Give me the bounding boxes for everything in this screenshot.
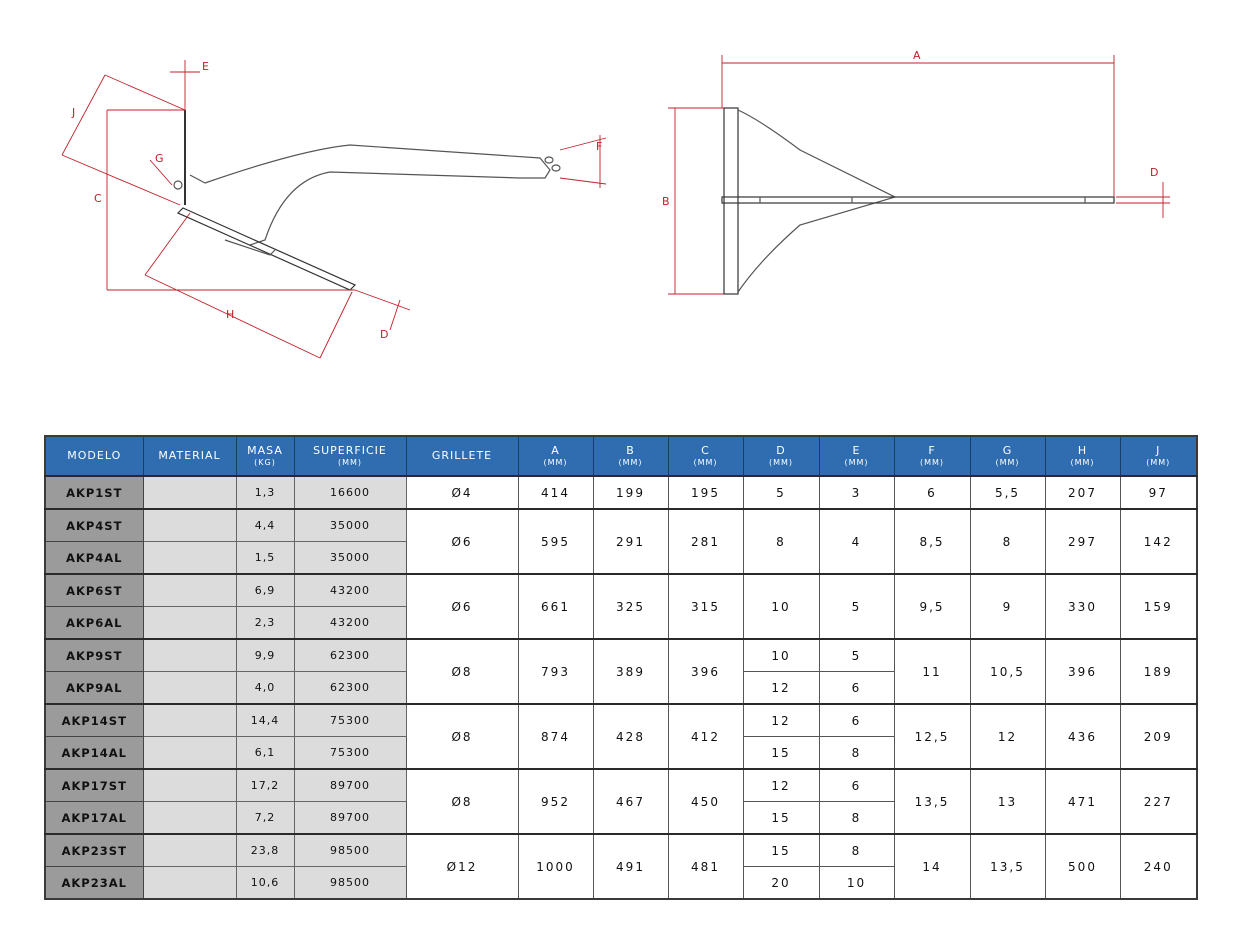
dim-b-cell: 389 — [593, 639, 668, 704]
model-cell: AKP4AL — [45, 542, 143, 575]
material-cell — [143, 574, 236, 607]
dim-label-g: G — [155, 152, 164, 165]
material-cell — [143, 542, 236, 575]
dim-e-cell: 10 — [819, 867, 894, 900]
dim-label-j: J — [72, 106, 76, 119]
dim-e-cell: 5 — [819, 639, 894, 672]
dim-e-cell: 6 — [819, 704, 894, 737]
dim-f-cell: 9,5 — [894, 574, 970, 639]
dim-f-cell: 11 — [894, 639, 970, 704]
top-dimension-lines — [668, 55, 1170, 294]
table-body — [45, 476, 1197, 899]
dim-c-cell: 412 — [668, 704, 743, 769]
material-cell — [143, 769, 236, 802]
dim-h-cell: 297 — [1045, 509, 1120, 574]
dim-d-cell: 20 — [743, 867, 819, 900]
material-cell — [143, 509, 236, 542]
masa-cell: 4,4 — [236, 509, 294, 542]
dim-d-cell: 12 — [743, 672, 819, 705]
masa-cell: 6,1 — [236, 737, 294, 770]
dim-f-cell: 8,5 — [894, 509, 970, 574]
material-cell — [143, 867, 236, 900]
dim-j-cell: 97 — [1120, 476, 1197, 509]
dim-b-cell: 325 — [593, 574, 668, 639]
table-row — [45, 509, 1197, 542]
masa-cell: 1,5 — [236, 542, 294, 575]
superficie-cell: 62300 — [294, 639, 406, 672]
header-dim-g: G (MM) — [970, 436, 1045, 476]
dim-b-cell: 291 — [593, 509, 668, 574]
header-masa: MASA (KG) — [236, 436, 294, 476]
dim-c-cell: 195 — [668, 476, 743, 509]
table-row — [45, 704, 1197, 737]
grillete-cell: Ø8 — [406, 704, 518, 769]
masa-cell: 1,3 — [236, 476, 294, 509]
model-cell: AKP1ST — [45, 476, 143, 509]
header-grillete: GRILLETE — [406, 436, 518, 476]
dim-c-cell: 315 — [668, 574, 743, 639]
dim-e-cell: 8 — [819, 737, 894, 770]
table-row — [45, 639, 1197, 672]
material-cell — [143, 802, 236, 835]
dim-label-f: F — [596, 140, 603, 153]
technical-drawings — [0, 0, 1241, 420]
dim-h-cell: 436 — [1045, 704, 1120, 769]
header-superficie: SUPERFICIE (MM) — [294, 436, 406, 476]
dim-b-cell: 491 — [593, 834, 668, 899]
dim-g-cell: 10,5 — [970, 639, 1045, 704]
header-dim-b: B (MM) — [593, 436, 668, 476]
dim-c-cell: 396 — [668, 639, 743, 704]
model-cell: AKP23AL — [45, 867, 143, 900]
dim-h-cell: 396 — [1045, 639, 1120, 704]
superficie-cell: 43200 — [294, 574, 406, 607]
material-cell — [143, 672, 236, 705]
dim-j-cell: 142 — [1120, 509, 1197, 574]
header-dim-a: A (MM) — [518, 436, 593, 476]
dim-d-cell: 15 — [743, 802, 819, 835]
model-cell: AKP9ST — [45, 639, 143, 672]
dim-b-cell: 467 — [593, 769, 668, 834]
dim-g-cell: 13,5 — [970, 834, 1045, 899]
dim-d-cell: 10 — [743, 574, 819, 639]
grillete-cell: Ø8 — [406, 769, 518, 834]
dim-a-cell: 414 — [518, 476, 593, 509]
dim-g-cell: 9 — [970, 574, 1045, 639]
model-cell: AKP14ST — [45, 704, 143, 737]
header-dim-c: C (MM) — [668, 436, 743, 476]
dim-d-cell: 15 — [743, 737, 819, 770]
anchor-spec-table — [44, 435, 1198, 900]
dim-g-cell: 12 — [970, 704, 1045, 769]
side-dimension-labels — [71, 60, 602, 341]
material-cell — [143, 834, 236, 867]
header-dim-e: E (MM) — [819, 436, 894, 476]
header-dim-j: J (MM) — [1120, 436, 1197, 476]
dim-f-cell: 13,5 — [894, 769, 970, 834]
grillete-cell: Ø6 — [406, 509, 518, 574]
superficie-cell: 89700 — [294, 769, 406, 802]
superficie-cell: 16600 — [294, 476, 406, 509]
model-cell: AKP17ST — [45, 769, 143, 802]
grillete-cell: Ø4 — [406, 476, 518, 509]
model-cell: AKP14AL — [45, 737, 143, 770]
material-cell — [143, 476, 236, 509]
dim-e-cell: 8 — [819, 802, 894, 835]
superficie-cell: 98500 — [294, 867, 406, 900]
dim-c-cell: 481 — [668, 834, 743, 899]
dim-label-d-side: D — [380, 328, 389, 341]
dim-d-cell: 8 — [743, 509, 819, 574]
superficie-cell: 89700 — [294, 802, 406, 835]
masa-cell: 23,8 — [236, 834, 294, 867]
dim-d-cell: 12 — [743, 769, 819, 802]
masa-cell: 10,6 — [236, 867, 294, 900]
top-dimension-labels — [662, 49, 1158, 208]
dim-a-cell: 1000 — [518, 834, 593, 899]
dim-j-cell: 209 — [1120, 704, 1197, 769]
dim-c-cell: 450 — [668, 769, 743, 834]
side-dimension-lines — [62, 60, 606, 358]
model-cell: AKP17AL — [45, 802, 143, 835]
superficie-cell: 62300 — [294, 672, 406, 705]
dim-e-cell: 6 — [819, 672, 894, 705]
dim-h-cell: 330 — [1045, 574, 1120, 639]
grillete-cell: Ø12 — [406, 834, 518, 899]
dim-e-cell: 4 — [819, 509, 894, 574]
dim-d-cell: 5 — [743, 476, 819, 509]
table-row — [45, 769, 1197, 802]
header-dim-h: H (MM) — [1045, 436, 1120, 476]
superficie-cell: 75300 — [294, 704, 406, 737]
dim-e-cell: 3 — [819, 476, 894, 509]
dim-d-cell: 12 — [743, 704, 819, 737]
dim-h-cell: 500 — [1045, 834, 1120, 899]
dim-label-d-top: D — [1150, 166, 1159, 179]
dim-a-cell: 595 — [518, 509, 593, 574]
dim-a-cell: 952 — [518, 769, 593, 834]
dim-label-b: B — [662, 195, 670, 208]
dim-label-a: A — [913, 49, 921, 62]
material-cell — [143, 704, 236, 737]
grillete-cell: Ø6 — [406, 574, 518, 639]
anchor-top-view — [722, 108, 1114, 294]
dim-label-h: H — [226, 308, 235, 321]
anchor-side-view — [174, 110, 560, 290]
dim-g-cell: 5,5 — [970, 476, 1045, 509]
dim-h-cell: 471 — [1045, 769, 1120, 834]
dim-a-cell: 661 — [518, 574, 593, 639]
table-row — [45, 574, 1197, 607]
table-row — [45, 834, 1197, 867]
masa-cell: 6,9 — [236, 574, 294, 607]
dim-label-c: C — [94, 192, 102, 205]
dim-b-cell: 199 — [593, 476, 668, 509]
dim-label-e: E — [202, 60, 209, 73]
model-cell: AKP23ST — [45, 834, 143, 867]
dim-j-cell: 159 — [1120, 574, 1197, 639]
header-dim-f: F (MM) — [894, 436, 970, 476]
model-cell: AKP9AL — [45, 672, 143, 705]
dim-e-cell: 6 — [819, 769, 894, 802]
dim-d-cell: 10 — [743, 639, 819, 672]
material-cell — [143, 737, 236, 770]
model-cell: AKP4ST — [45, 509, 143, 542]
dim-j-cell: 240 — [1120, 834, 1197, 899]
masa-cell: 9,9 — [236, 639, 294, 672]
dim-j-cell: 227 — [1120, 769, 1197, 834]
dim-f-cell: 14 — [894, 834, 970, 899]
grillete-cell: Ø8 — [406, 639, 518, 704]
material-cell — [143, 607, 236, 640]
superficie-cell: 35000 — [294, 509, 406, 542]
dim-a-cell: 874 — [518, 704, 593, 769]
dim-c-cell: 281 — [668, 509, 743, 574]
superficie-cell: 35000 — [294, 542, 406, 575]
dim-a-cell: 793 — [518, 639, 593, 704]
header-dim-d: D (MM) — [743, 436, 819, 476]
header-material: MATERIAL — [143, 436, 236, 476]
masa-cell: 2,3 — [236, 607, 294, 640]
model-cell: AKP6ST — [45, 574, 143, 607]
dim-j-cell: 189 — [1120, 639, 1197, 704]
dim-h-cell: 207 — [1045, 476, 1120, 509]
dim-f-cell: 6 — [894, 476, 970, 509]
masa-cell: 4,0 — [236, 672, 294, 705]
dim-e-cell: 8 — [819, 834, 894, 867]
table-row — [45, 476, 1197, 509]
dim-f-cell: 12,5 — [894, 704, 970, 769]
model-cell: AKP6AL — [45, 607, 143, 640]
table-header-row — [45, 436, 1197, 476]
masa-cell: 17,2 — [236, 769, 294, 802]
dim-g-cell: 13 — [970, 769, 1045, 834]
dim-d-cell: 15 — [743, 834, 819, 867]
dim-b-cell: 428 — [593, 704, 668, 769]
superficie-cell: 43200 — [294, 607, 406, 640]
header-modelo: MODELO — [45, 436, 143, 476]
masa-cell: 7,2 — [236, 802, 294, 835]
superficie-cell: 75300 — [294, 737, 406, 770]
masa-cell: 14,4 — [236, 704, 294, 737]
superficie-cell: 98500 — [294, 834, 406, 867]
material-cell — [143, 639, 236, 672]
dim-g-cell: 8 — [970, 509, 1045, 574]
dim-e-cell: 5 — [819, 574, 894, 639]
